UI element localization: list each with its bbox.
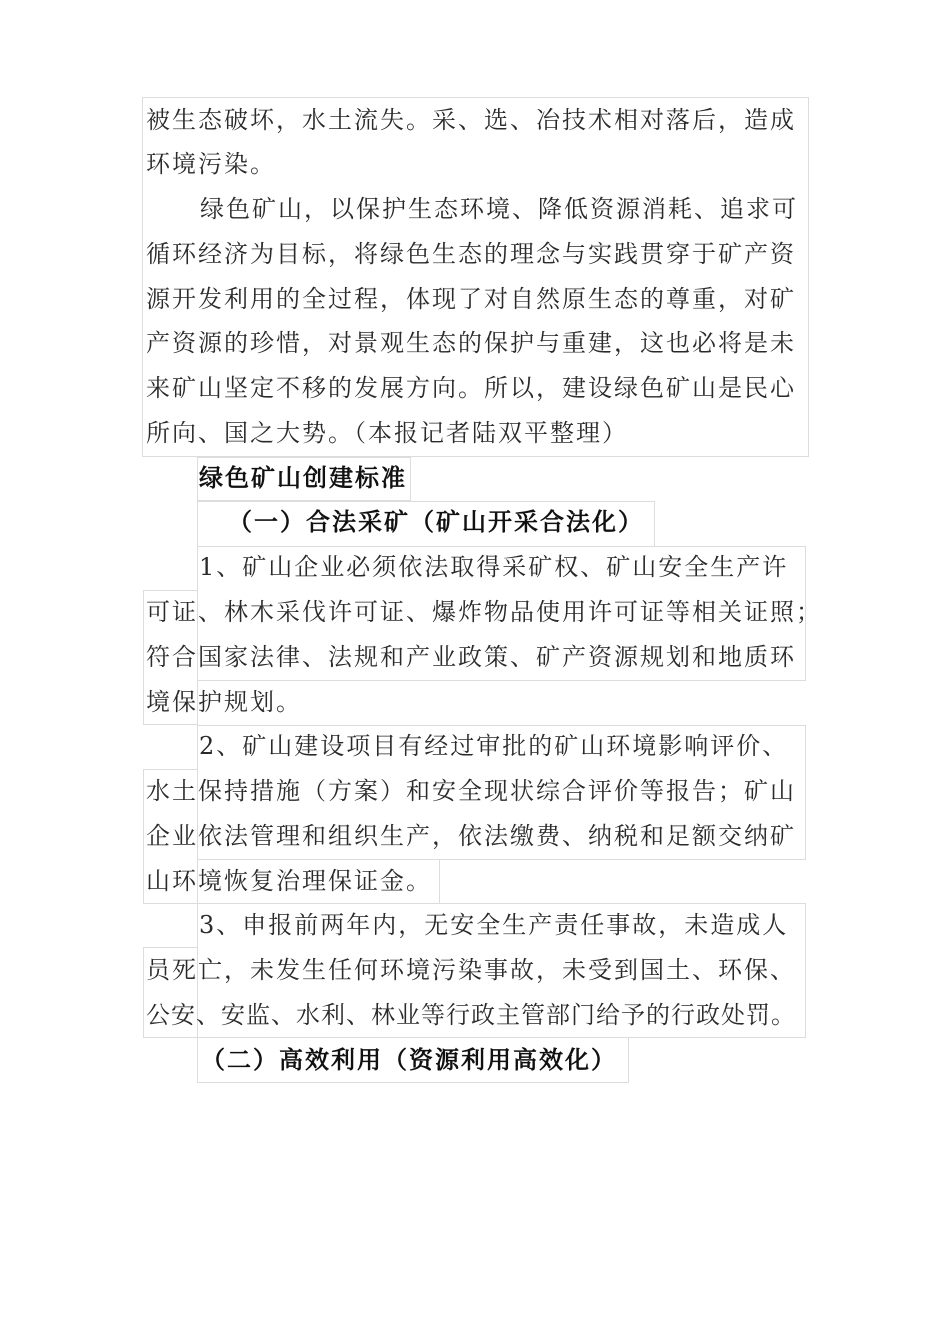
item3-line: 公安、安监、水利、林业等行政主管部门给予的行政处罚。 bbox=[146, 1001, 796, 1029]
section2-title: （二）高效利用（资源利用高效化） bbox=[201, 1045, 617, 1074]
intro-line: 来矿山坚定不移的发展方向。所以，建设绿色矿山是民心 bbox=[146, 374, 796, 402]
item1-line: 境保护规划。 bbox=[146, 688, 302, 716]
item2-line: 2、矿山建设项目有经过审批的矿山环境影响评价、 bbox=[199, 732, 789, 760]
item2-line: 企业依法管理和组织生产，依法缴费、纳税和足额交纳矿 bbox=[146, 822, 796, 850]
intro-line: 所向、国之大势。（本报记者陆双平整理） bbox=[146, 419, 628, 447]
intro-line: 环境污染。 bbox=[146, 150, 276, 178]
item3-line: 员死亡，未发生任何环境污染事故，未受到国土、环保、 bbox=[146, 956, 796, 984]
item1-line: 可证、林木采伐许可证、爆炸物品使用许可证等相关证照； bbox=[146, 598, 822, 626]
item2-line: 山环境恢复治理保证金。 bbox=[146, 867, 432, 895]
intro-line: 源开发利用的全过程，体现了对自然原生态的尊重，对矿 bbox=[146, 285, 796, 313]
section-heading: 绿色矿山创建标准 bbox=[199, 463, 407, 492]
item3-line: 3、申报前两年内，无安全生产责任事故，未造成人 bbox=[199, 911, 789, 939]
intro-line: 产资源的珍惜，对景观生态的保护与重建，这也必将是未 bbox=[146, 329, 796, 357]
section1-title: （一）合法采矿（矿山开采合法化） bbox=[228, 507, 644, 536]
item2-line: 水土保持措施（方案）和安全现状综合评价等报告；矿山 bbox=[146, 777, 796, 805]
intro-line: 被生态破坏，水土流失。采、选、冶技术相对落后，造成 bbox=[146, 106, 796, 134]
item1-line: 符合国家法律、法规和产业政策、矿产资源规划和地质环 bbox=[146, 643, 796, 671]
intro-line: 循环经济为目标，将绿色生态的理念与实践贯穿于矿产资 bbox=[146, 240, 796, 268]
item1-line: 1、矿山企业必须依法取得采矿权、矿山安全生产许 bbox=[199, 553, 789, 581]
intro-line: 绿色矿山，以保护生态环境、降低资源消耗、追求可 bbox=[200, 195, 798, 223]
